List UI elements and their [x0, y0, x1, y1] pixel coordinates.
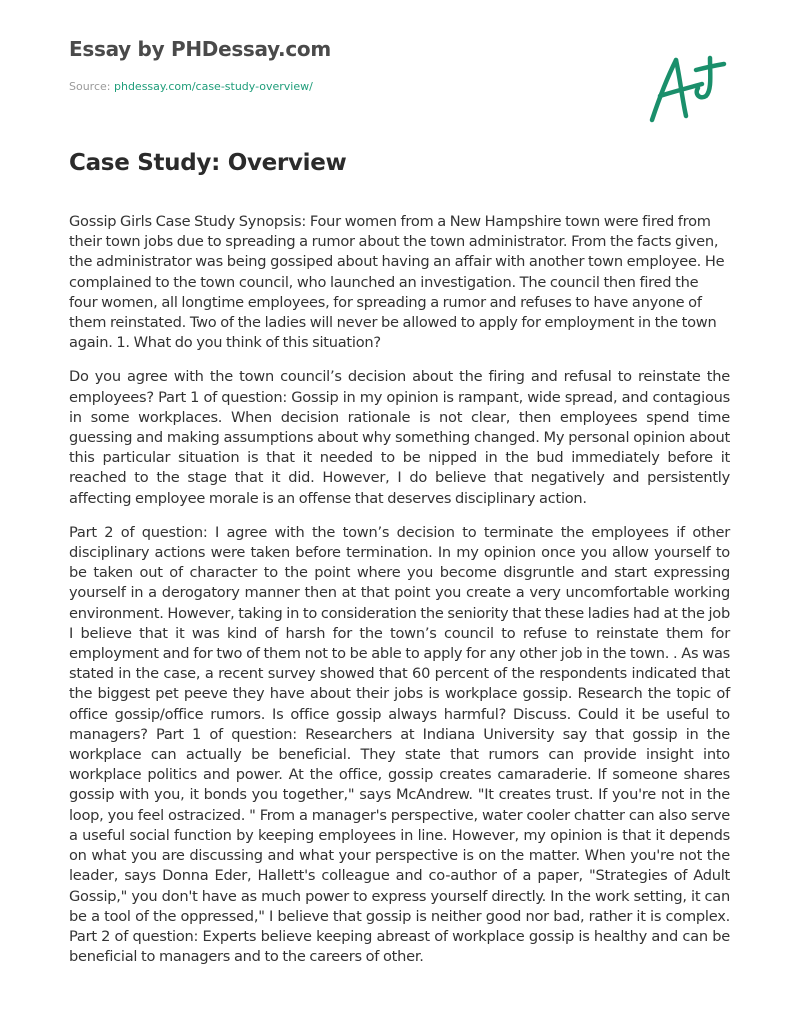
a-plus-logo-icon	[640, 50, 730, 130]
essay-paragraph: Do you agree with the town council’s decision about the firing and refusal to reinstate the employees? Part 1 of question: Gossip in my opinion is rampant, wide spread, and contagious in some workplaces. When decision rationale is not clear, then employees spend time guessing and making assumptions about why something changed. My personal opinion about this particular situation is that it needed to be nipped in the bud immediately before it reached to the stage that it did. However, I do believe that negatively and persistently affecting employee morale is an offense that deserves disciplinary action.	[69, 368, 730, 507]
source-line	[69, 80, 313, 93]
source-link[interactable]: phdessay.com/case-study-overview/	[113, 80, 313, 93]
source-label: Source:	[69, 80, 114, 93]
site-title: Essay by PHDessay.com	[69, 37, 331, 61]
essay-title: Case Study: Overview	[69, 150, 347, 176]
essay-paragraph: Part 2 of question: I agree with the town’s decision to terminate the employees if other disciplinary actions were taken before termination. In my opinion once you allow yourself to be taken out of character to the point where you become disgruntle and start expressing yourself in a derogatory manner then at that point you create a very uncomfortable working environment. However, taking in to consideration the seniority that these ladies had at the job I believe that it was kind of harsh for the town’s council to refuse to reinstate them for employment and for two of them not to be able to apply for any other job in the town. . As was stated in the case, a recent survey showed that 60 percent of the respondents indicated that the biggest pet peeve they have about their jobs is workplace gossip. Research the topic of office gossip/office rumors. Is office gossip always harmful? Discuss. Could it be useful to managers? Part 1 of question: Researchers at Indiana University say that gossip in the workplace can actually be beneficial. They state that rumors can provide insight into workplace politics and power. At the office, gossip creates camaraderie. If someone shares gossip with you, it bonds you together," says McAndrew. "It creates trust. If you're not in the loop, you feel ostracized. " From a manager's perspective, water cooler chatter can also serve a useful social function by keeping employees in line. However, my opinion is that it depends on what you are discussing and what your perspective is on the matter. When you're not the leader, says Donna Eder, Hallett's colleague and co-author of a paper, "Strategies of Adult Gossip," you don't have as much power to express yourself directly. In the work setting, it can be a tool of the oppressed," I believe that gossip is neither good nor bad, rather it is complex. Part 2 of question: Experts believe keeping abreast of workplace gossip is healthy and can be beneficial to managers and to the careers of other.	[69, 523, 730, 966]
essay-body	[69, 212, 730, 981]
essay-paragraph: Gossip Girls Case Study Synopsis: Four women from a New Hampshire town were fired from their town jobs due to spreading a rumor about the town administrator. From the facts given, the administrator was being gossiped about having an affair with another town employee. He complained to the town council, who launched an investigation. The council then fired the four women, all longtime employees, for spreading a rumor and refuses to have anyone of them reinstated. Two of the ladies will never be allowed to apply for employment in the town again. 1. What do you think of this situation?	[69, 213, 725, 352]
